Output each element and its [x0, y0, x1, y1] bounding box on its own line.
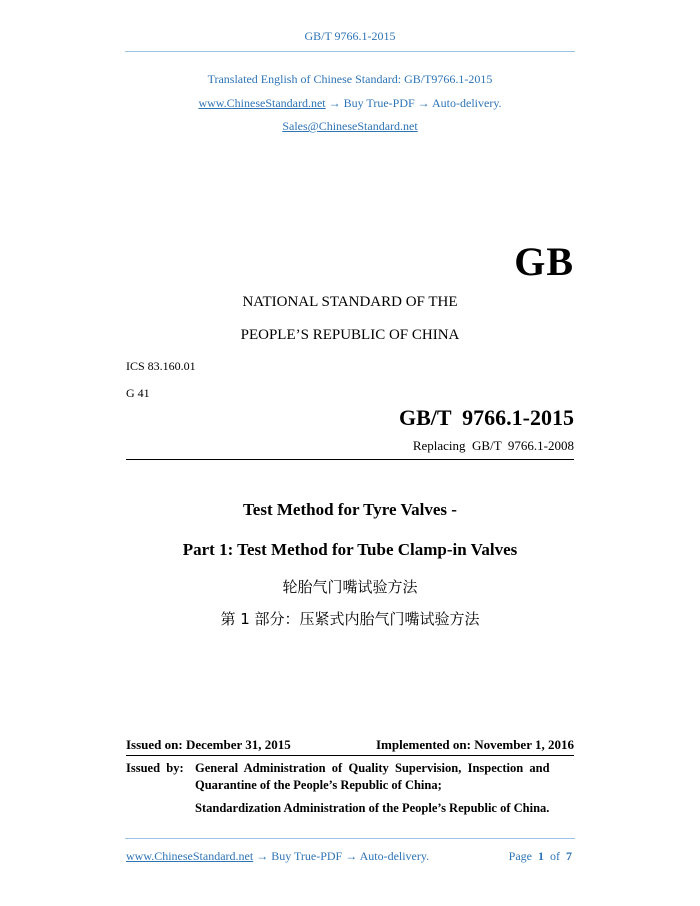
- page-of-label: of: [550, 849, 560, 863]
- issuer-label: Issued by:: [126, 761, 184, 775]
- national-standard-line-2: PEOPLE’S REPUBLIC OF CHINA: [240, 327, 460, 343]
- title-chinese-2: 第 1 部分：压紧式内胎气门嘴试验方法: [220, 610, 480, 628]
- page-label: Page: [508, 849, 532, 863]
- title-english-2: Part 1: Test Method for Tube Clamp-in Valves: [182, 540, 518, 559]
- issued-date: Issued on: December 31, 2015: [126, 737, 291, 752]
- promo-purchase-line: [0, 96, 700, 111]
- footer-site-link[interactable]: www.ChineseStandard.net: [126, 849, 254, 863]
- promo-email-row: [0, 119, 700, 134]
- header-standard-code: GB/T 9766.1-2015: [304, 29, 396, 43]
- page-current: 1: [538, 849, 544, 863]
- gb-logo: GB: [514, 239, 574, 284]
- replacing-note: Replacing GB/T 9766.1-2008: [412, 438, 574, 453]
- issuer-line-2: Quarantine of the People’s Republic of China;: [195, 778, 442, 792]
- title-chinese-1: 轮胎气门嘴试验方法: [282, 578, 418, 596]
- standard-number: GB/T 9766.1-2015: [398, 405, 574, 430]
- footer-purchase-line: [126, 849, 429, 864]
- implemented-date: Implemented on: November 1, 2016: [376, 737, 574, 752]
- promo-site-link[interactable]: www.ChineseStandard.net: [198, 96, 326, 110]
- footer-site-suffix: → Buy True-PDF → Auto-delivery.: [253, 849, 430, 863]
- ics-code: ICS 83.160.01: [126, 359, 196, 373]
- page-indicator: [509, 849, 572, 864]
- ccs-code: G 41: [126, 386, 150, 400]
- issuer-line-3: Standardization Administration of the People’s Republic of China.: [195, 801, 550, 815]
- promo-email-link[interactable]: Sales@ChineseStandard.net: [282, 119, 418, 133]
- issuer-line-1: General Administration of Quality Supervision, Inspection and: [195, 761, 550, 775]
- page-total: 7: [566, 849, 572, 863]
- header-divider: [125, 51, 575, 52]
- dates-divider: [126, 755, 574, 756]
- title-english-1: Test Method for Tyre Valves -: [243, 500, 457, 519]
- title-divider: [126, 459, 574, 460]
- footer-divider: [125, 838, 575, 839]
- national-standard-line-1: NATIONAL STANDARD OF THE: [242, 294, 458, 310]
- promo-translation-note: Translated English of Chinese Standard: GB/T9766.1-2015: [207, 72, 493, 86]
- promo-site-suffix: → Buy True-PDF → Auto-delivery.: [325, 96, 502, 110]
